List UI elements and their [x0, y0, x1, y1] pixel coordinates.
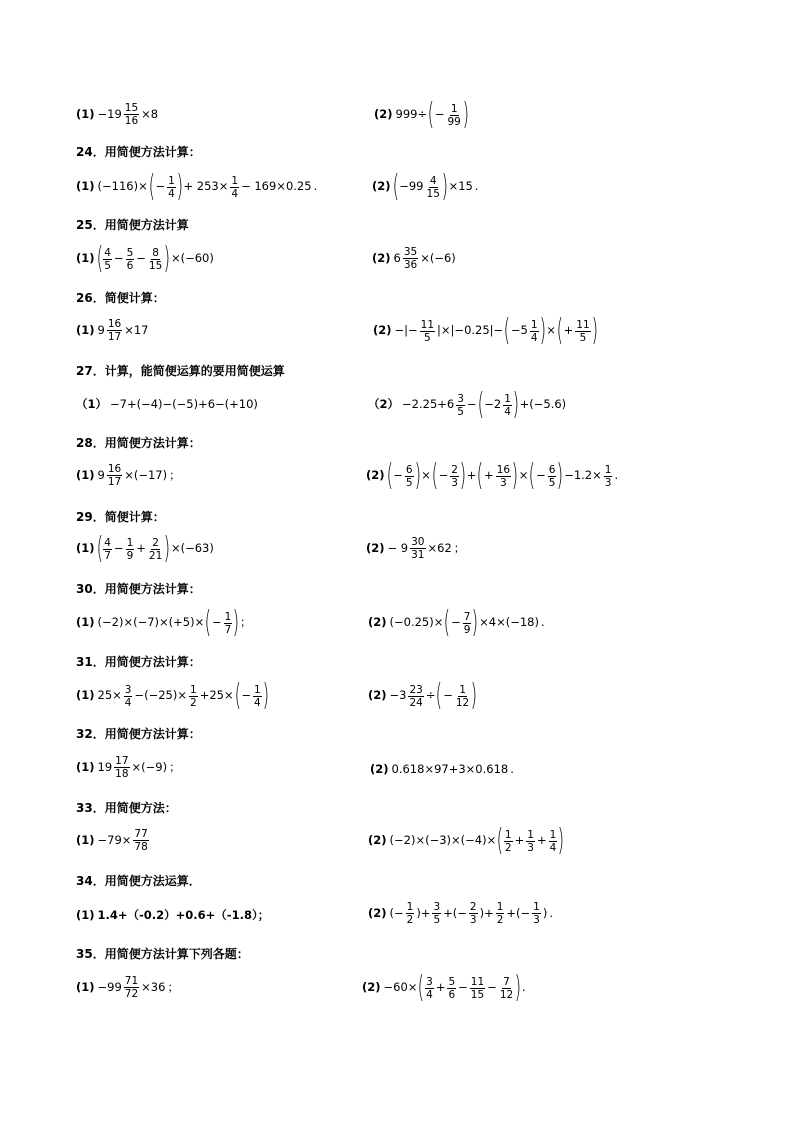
problem-31-heading: 31．用简便方法计算： — [76, 655, 201, 669]
problem-25-heading: 25．用简便方法计算 — [76, 218, 189, 232]
fraction: $\frac{1}{2}$ — [496, 901, 504, 926]
problem-24-part-2: (2) ( −99 $\frac{4}{15}$ ) ×15 . — [372, 169, 479, 204]
fraction: $\frac{16}{17}$ — [107, 463, 122, 488]
problem-29-part-2: (2) − 9 $\frac{30}{31}$ ×62 ； — [366, 536, 466, 561]
fraction: $\frac{3}{4}$ — [124, 683, 132, 709]
fraction: $\frac{1}{4}$ — [530, 318, 538, 344]
fraction: $\frac{16}{3}$ — [496, 463, 511, 489]
fraction: $\frac{1}{4}$ — [253, 683, 261, 709]
right-paren: ) — [462, 97, 469, 132]
fraction: $\frac{2}{3}$ — [469, 901, 477, 926]
fraction: $\frac{1}{4}$ — [504, 392, 511, 418]
fraction: $\frac{8}{15}$ — [148, 246, 163, 272]
problem-33-heading: 33．用简便方法： — [76, 801, 177, 815]
problem-30-part-2: (2) (−0.25)× ( − $\frac{7}{9}$ ) ×4×(−18) . — [368, 605, 545, 640]
fraction: $\frac{16}{17}$ — [107, 318, 122, 343]
fraction: $\frac{7}{9}$ — [463, 610, 471, 636]
fraction: $\frac{71}{72}$ — [124, 975, 139, 1000]
problem-35-heading: 35．用简便方法计算下列各题： — [76, 947, 249, 961]
fraction: $\frac{3}{5}$ — [433, 901, 441, 926]
problem-26-part-1: (1) 9 $\frac{16}{17}$ ×17 — [76, 318, 149, 343]
fraction: $\frac{11}{5}$ — [576, 318, 590, 344]
fraction: $\frac{5}{6}$ — [448, 975, 456, 1001]
fraction: $\frac{1}{4}$ — [231, 174, 239, 200]
problem-24-heading: 24．用简便方法计算： — [76, 145, 201, 159]
fraction: $\frac{7}{12}$ — [499, 975, 514, 1001]
problem-32-part-2: (2) 0.618×97+3×0.618 . — [370, 762, 514, 776]
fraction: $\frac{11}{15}$ — [470, 975, 485, 1001]
problem-27-part-2: （2） −2.25+6 $\frac{3}{5}$ − ( −2 $\frac{1}{4}$ ) +(−5.6) — [368, 387, 567, 422]
problem-34-part-2: (2) (− $\frac{1}{2}$ )+ $\frac{3}{5}$ +(− $\frac{2}{3}$ )+ $\frac{1}{2}$ +(− $\frac{1}{3}$ ) . — [368, 901, 554, 926]
problem-33-part-2: (2) (−2)×(−3)×(−4)× ( $\frac{1}{2}$ + $\frac{1}{3}$ + $\frac{1}{4}$ ) — [368, 823, 565, 858]
problem-30-part-1: (1) (−2)×(−7)×(+5)× ( − $\frac{1}{7}$ ) ； — [76, 605, 252, 640]
problem-28-part-2: (2) ( − $\frac{6}{5}$ ) × ( − $\frac{2}{3}$ ) + ( + $\frac{16}{3}$ ) × ( − $\frac{6}{5}$ ) −1.2× $\frac{1}{3}$ . — [366, 458, 619, 493]
fraction: $\frac{30}{31}$ — [411, 536, 425, 561]
fraction: $\frac{1}{4}$ — [549, 828, 557, 854]
fraction: $\frac{23}{24}$ — [409, 683, 423, 709]
fraction: $\frac{1}{12}$ — [455, 683, 470, 709]
fraction: $\frac{2}{21}$ — [148, 536, 163, 562]
problem-28-heading: 28．用简便方法计算： — [76, 436, 201, 450]
problem-26-part-2: (2) −|− $\frac{11}{5}$ |×|−0.25|− ( −5 $\frac{1}{4}$ ) × ( + $\frac{11}{5}$ ) — [373, 313, 598, 348]
fraction: $\frac{35}{36}$ — [403, 246, 418, 271]
problem-31-part-2: (2) −3 $\frac{23}{24}$ ÷ ( − $\frac{1}{12}$ ) — [368, 678, 478, 713]
problem-33-part-1: (1) −79× $\frac{77}{78}$ — [76, 828, 148, 853]
fraction: $\frac{5}{6}$ — [126, 246, 134, 272]
problem-32-part-1: (1) 19 $\frac{17}{18}$ ×(−9) ； — [76, 755, 181, 780]
part-label: (1) — [76, 106, 95, 121]
fraction: $\frac{1}{9}$ — [126, 536, 134, 562]
problem-27-part-1: （1） −7+(−4)−(−5)+6−(+10) — [76, 397, 258, 411]
fraction: $\frac{3}{4}$ — [426, 975, 433, 1001]
fraction: $\frac{6}{5}$ — [548, 463, 556, 489]
fraction: $\frac{1}{2}$ — [406, 901, 414, 926]
problem-24-part-1: (1) (−116)× ( − $\frac{1}{4}$ ) + 253× $\frac{1}{4}$ − 169×0.25 . — [76, 169, 318, 204]
left-paren: ( — [427, 97, 435, 132]
fraction: $\frac{17}{18}$ — [115, 755, 129, 780]
fraction: $\frac{15}{16}$ — [124, 102, 139, 127]
fraction: $\frac{6}{5}$ — [405, 463, 413, 489]
part-label: (2) — [374, 107, 393, 122]
fraction: $\frac{1}{3}$ — [527, 828, 534, 854]
fraction: $\frac{1}{2}$ — [504, 828, 512, 854]
problem-35-part-1: (1) −99 $\frac{71}{72}$ ×36 ； — [76, 975, 179, 1000]
fraction: $\frac{4}{15}$ — [426, 174, 440, 200]
problem-23-part-1: (1) −19 $\frac{15}{16}$ ×8 — [76, 102, 159, 127]
fraction: $\frac{1}{3}$ — [604, 463, 612, 489]
problem-32-heading: 32．用简便方法计算： — [76, 727, 201, 741]
problem-29-part-1: (1) ( $\frac{4}{7}$ − $\frac{1}{9}$ + $\frac{2}{21}$ ) ×(−63) — [76, 531, 214, 566]
problem-23-part-2: (2) 999÷ ( − $\frac{1}{99}$ ) — [374, 97, 469, 132]
problem-30-heading: 30．用简便方法计算： — [76, 582, 201, 596]
problem-25-part-2: (2) 6 $\frac{35}{36}$ ×(−6) — [372, 246, 456, 271]
fraction: $\frac{2}{3}$ — [451, 463, 458, 489]
problem-26-heading: 26．简便计算： — [76, 291, 165, 305]
fraction: $\frac{1}{2}$ — [190, 683, 197, 709]
problem-34-heading: 34．用简便方法运算． — [76, 874, 201, 888]
problem-35-part-2: (2) −60× ( $\frac{3}{4}$ + $\frac{5}{6}$ − $\frac{11}{15}$ − $\frac{7}{12}$ ) . — [362, 970, 526, 1005]
fraction: $\frac{4}{5}$ — [104, 246, 111, 272]
fraction: $\frac{1}{3}$ — [533, 901, 540, 926]
problem-27-heading: 27．计算，能简便运算的要用简便运算 — [76, 364, 285, 378]
fraction: $\frac{4}{7}$ — [104, 536, 111, 562]
problem-34-part-1: (1) 1.4+（-0.2）+0.6+（-1.8）； — [76, 908, 270, 922]
fraction: $\frac{3}{5}$ — [457, 392, 464, 418]
fraction: $\frac{1}{99}$ — [447, 102, 461, 128]
fraction: $\frac{1}{4}$ — [168, 174, 175, 200]
fraction: $\frac{1}{7}$ — [224, 610, 232, 636]
problem-25-part-1: (1) ( $\frac{4}{5}$ − $\frac{5}{6}$ − $\frac{8}{15}$ ) ×(−60) — [76, 241, 214, 276]
problem-31-part-1: (1) 25× $\frac{3}{4}$ −(−25)× $\frac{1}{2}$ +25× ( − $\frac{1}{4}$ ) — [76, 678, 269, 713]
problem-29-heading: 29．简便计算： — [76, 510, 165, 524]
fraction: $\frac{77}{78}$ — [134, 828, 148, 853]
problem-28-part-1: (1) 9 $\frac{16}{17}$ ×(−17) ； — [76, 463, 181, 488]
fraction: $\frac{11}{5}$ — [420, 318, 435, 344]
